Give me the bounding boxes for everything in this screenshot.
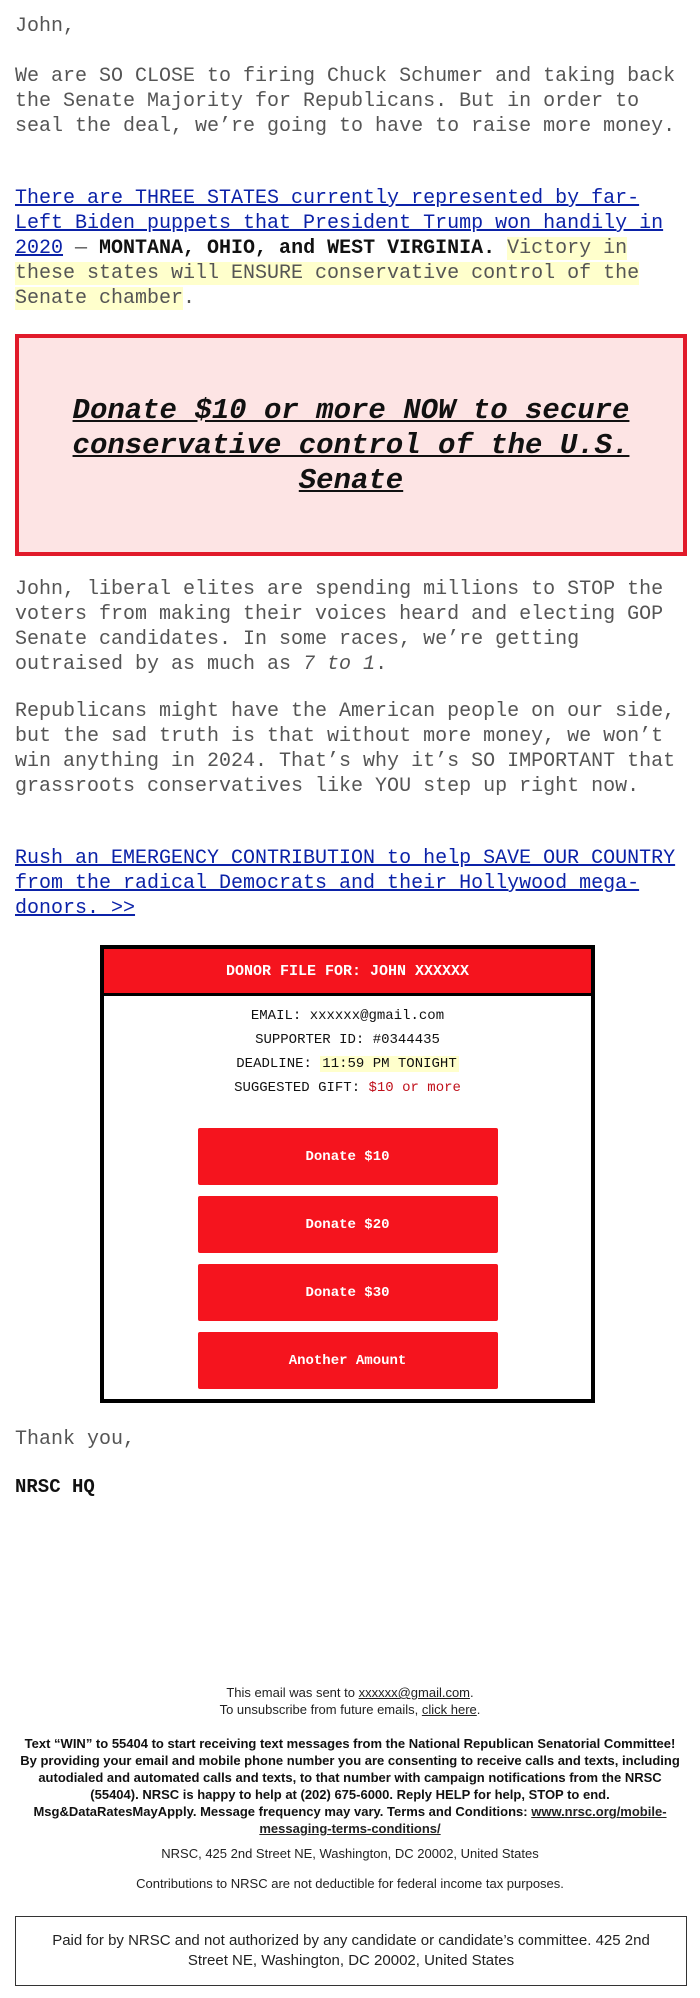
greeting: John, [15, 15, 76, 38]
gift-value: $10 or more [368, 1080, 461, 1096]
unsub-prefix: To unsubscribe from future emails, [219, 1702, 422, 1717]
liberal-elites-text: John, liberal elites are spending millions to STOP the voters from making their voices heard and electing GOP Senate candidates. In some races, we’re getting outraised by as much as [15, 578, 664, 676]
donor-email-row [104, 1004, 591, 1028]
donor-file-header: DONOR FILE FOR: JOHN XXXXXX [104, 949, 591, 996]
ratio-italic: 7 to 1 [303, 653, 376, 676]
period: . [375, 653, 388, 676]
donor-info [104, 1004, 591, 1100]
footer-sent-info [15, 1684, 685, 1718]
donate-30-button[interactable]: Donate $30 [198, 1264, 498, 1321]
paragraph-republicans: Republicans might have the American people on our side, but the sad truth is that without more money, we won’t win anything in 2024. That’s why it’s SO IMPORTANT that grassroots conservatives like YOU step up right now. [15, 700, 676, 798]
unsub-suffix: . [476, 1702, 481, 1717]
supporter-id-row [104, 1028, 591, 1052]
footer-tax-note: Contributions to NRSC are not deductible for federal income tax purposes. [136, 1876, 564, 1891]
paragraph-intro: We are SO CLOSE to firing Chuck Schumer and taking back the Senate Majority for Republicans. But in order to seal the deal, we’re going to have to raise more money. [15, 65, 676, 138]
sent-email-link[interactable]: xxxxxx@gmail.com [358, 1685, 471, 1700]
victory-highlight: Victory in these states will ENSURE conservative control of the Senate chamber [15, 237, 640, 310]
deadline-value: 11:59 PM TONIGHT [322, 1056, 457, 1072]
sent-prefix: This email was sent to [226, 1685, 359, 1700]
three-states-link[interactable]: There are THREE STATES currently represented by far-Left Biden puppets that President Trump won handily in 2020 [15, 187, 664, 260]
donate-callout-box [15, 334, 687, 556]
footer-address: NRSC, 425 2nd Street NE, Washington, DC 20002, United States [161, 1846, 539, 1861]
unsubscribe-line [15, 1701, 685, 1718]
email-value: xxxxxx@gmail.com [309, 1008, 445, 1024]
deadline-row [104, 1052, 591, 1076]
period: . [483, 237, 508, 260]
donate-10-button[interactable]: Donate $10 [198, 1128, 498, 1185]
donor-file-box [100, 945, 595, 1403]
thank-you: Thank you, [15, 1428, 136, 1451]
emergency-contribution-link[interactable]: Rush an EMERGENCY CONTRIBUTION to help SAVE OUR COUNTRY from the radical Democrats and their Hollywood mega-donors. >> [15, 847, 676, 920]
states-list: MONTANA, OHIO, and WEST VIRGINIA [99, 237, 484, 260]
gift-label: SUGGESTED GIFT: [234, 1080, 369, 1096]
sent-to-line [15, 1684, 685, 1701]
deadline-label: DEADLINE: [236, 1056, 321, 1072]
email-label: EMAIL: [250, 1008, 310, 1024]
paragraph-liberal-elites [15, 577, 685, 677]
footer-sms-terms [15, 1735, 685, 1837]
period: . [183, 287, 196, 310]
sms-text: Text “WIN” to 55404 to start receiving text messages from the National Republican Senatorial Committee! By providing your email and mobile phone number you are consenting to receive calls and texts, including autodialed and automated calls and texts, to that number with campaign notifications from the NRSC (55404). NRSC is happy to help at (202) 675-6000. Reply HELP for help, STOP to end. Msg&DataRatesMayApply. Message frequency may vary. Terms and Conditions: [20, 1736, 680, 1819]
signature: NRSC HQ [15, 1476, 95, 1498]
terms-link[interactable]: www.nrsc.org/mobile-messaging-terms-conditions/ [259, 1804, 667, 1836]
sent-suffix: . [470, 1685, 474, 1700]
paragraph-emergency [15, 846, 685, 921]
another-amount-button[interactable]: Another Amount [198, 1332, 498, 1389]
supporter-label: SUPPORTER ID: [255, 1032, 373, 1048]
unsubscribe-link[interactable]: click here [421, 1702, 477, 1717]
supporter-value: #0344435 [372, 1032, 440, 1048]
suggested-gift-row [104, 1076, 591, 1100]
donate-20-button[interactable]: Donate $20 [198, 1196, 498, 1253]
paragraph-states [15, 186, 685, 311]
em-dash: — [63, 237, 100, 260]
donate-buttons [104, 1128, 591, 1389]
paid-for-disclaimer: Paid for by NRSC and not authorized by any candidate or candidate’s committee. 425 2nd Street NE, Washington, DC 20002, United States [15, 1916, 687, 1986]
donate-callout-link[interactable]: Donate $10 or more NOW to secure conservative control of the U.S. Senate [72, 393, 630, 497]
